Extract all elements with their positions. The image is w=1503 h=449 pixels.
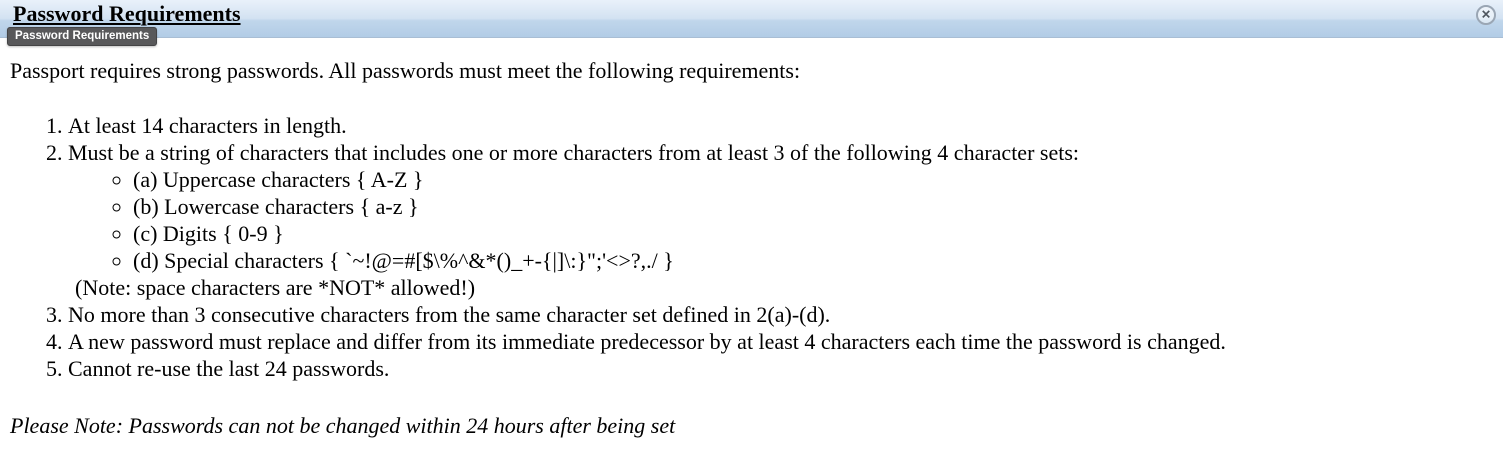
requirement-item-4: [68, 328, 1503, 355]
charset-text: (b) Lowercase characters { a-z }: [133, 194, 419, 219]
requirement-text: Must be a string of characters that includes one or more characters from at least 3 of the following 4 character sets:: [68, 140, 1080, 165]
title-tooltip: Password Requirements: [7, 27, 157, 46]
footnote-text: Please Note: Passwords can not be changed within 24 hours after being set: [10, 413, 676, 438]
dialog-body: [0, 57, 1503, 439]
character-sets-list: [68, 166, 1503, 274]
dialog-titlebar: [0, 0, 1503, 38]
requirement-text: At least 14 characters in length.: [68, 113, 347, 138]
requirement-text: A new password must replace and differ from its immediate predecessor by at least 4 characters each time the password is changed.: [68, 329, 1226, 354]
requirement-text: Cannot re-use the last 24 passwords.: [68, 356, 390, 381]
dialog-title: Password Requirements: [13, 1, 241, 26]
charset-item-lowercase: [133, 193, 1503, 220]
requirements-list: [0, 112, 1503, 382]
requirement-item-5: [68, 355, 1503, 382]
charset-item-digits: [133, 220, 1503, 247]
requirement-text: No more than 3 consecutive characters from the same character set defined in 2(a)-(d).: [68, 302, 831, 327]
close-icon: ✕: [1480, 7, 1492, 22]
close-button[interactable]: [1476, 5, 1496, 25]
charset-text: (c) Digits { 0-9 }: [133, 221, 284, 246]
charset-text: (a) Uppercase characters { A-Z }: [133, 167, 424, 192]
intro-text: Passport requires strong passwords. All passwords must meet the following requirements:: [10, 58, 801, 83]
space-note: (Note: space characters are *NOT* allowed!): [75, 275, 476, 300]
requirement-item-1: [68, 112, 1503, 139]
requirement-item-2: [68, 139, 1503, 301]
requirement-item-3: [68, 301, 1503, 328]
charset-item-special: [133, 247, 1503, 274]
charset-text: (d) Special characters { `~!@=#[$\%^&*()_+-{|]\:}";'<>?,./ }: [133, 248, 674, 273]
charset-item-uppercase: [133, 166, 1503, 193]
